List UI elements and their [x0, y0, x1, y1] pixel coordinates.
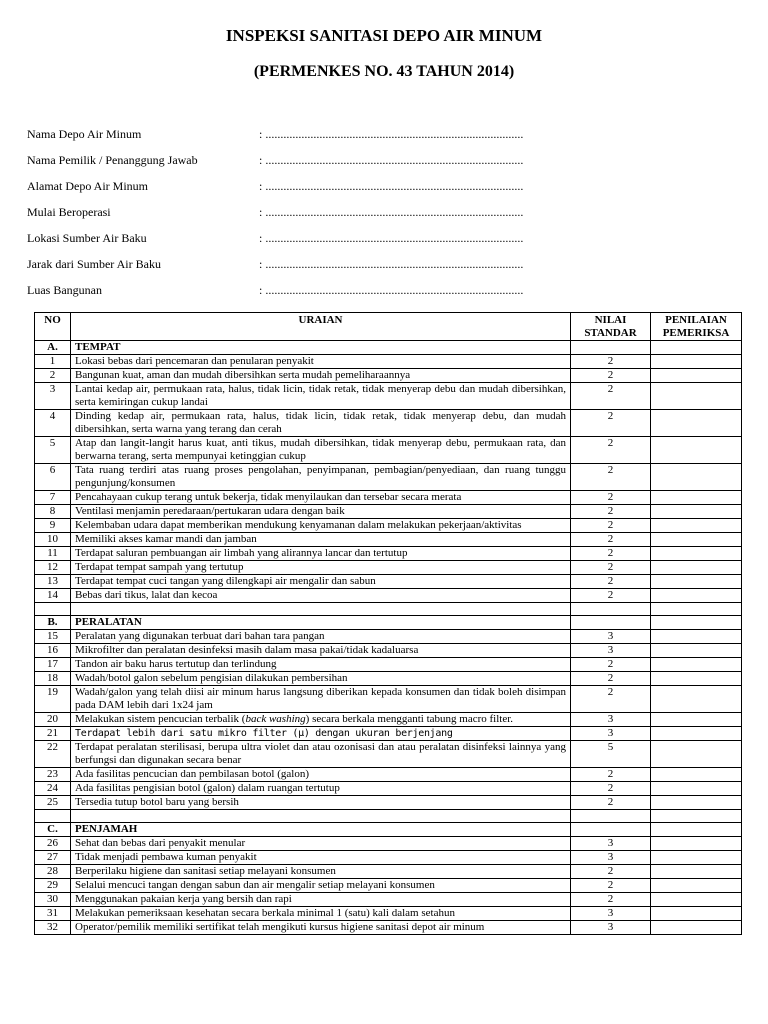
- penilaian-pemeriksa-cell[interactable]: [651, 383, 742, 410]
- table-row: [35, 505, 742, 519]
- table-row: [35, 369, 742, 383]
- penilaian-pemeriksa-cell[interactable]: [651, 410, 742, 437]
- identity-field-row: [27, 283, 747, 309]
- penilaian-pemeriksa-cell[interactable]: [651, 865, 742, 879]
- nilai-standar-value: 2: [571, 672, 651, 686]
- nilai-standar-value: 2: [571, 491, 651, 505]
- nilai-standar-value: 2: [571, 464, 651, 491]
- penilaian-pemeriksa-cell[interactable]: [651, 768, 742, 782]
- item-description: Atap dan langit-langit harus kuat, anti tikus, mudah dibersihkan, tidak menyerap debu, permukaan rata, dan berwarna terang, serta mempunyai ketinggian cukup: [71, 437, 571, 464]
- section-title: TEMPAT: [71, 341, 571, 355]
- penilaian-pemeriksa-cell[interactable]: [651, 672, 742, 686]
- table-row: [35, 851, 742, 865]
- field-label: Luas Bangunan: [27, 283, 102, 297]
- penilaian-pemeriksa-cell[interactable]: [651, 851, 742, 865]
- table-row: [35, 921, 742, 935]
- item-number: 28: [35, 865, 71, 879]
- nilai-standar-value: 2: [571, 410, 651, 437]
- field-label: Nama Pemilik / Penanggung Jawab: [27, 153, 198, 167]
- identity-field-row: [27, 179, 747, 205]
- nilai-standar-value: 2: [571, 369, 651, 383]
- item-number: 4: [35, 410, 71, 437]
- penilaian-pemeriksa-cell[interactable]: [651, 630, 742, 644]
- document-subtitle: (PERMENKES NO. 43 TAHUN 2014): [253, 63, 515, 80]
- nilai-standar-value: 3: [571, 921, 651, 935]
- document-title: INSPEKSI SANITASI DEPO AIR MINUM: [225, 26, 543, 45]
- item-description: Ventilasi menjamin peredaraan/pertukaran udara dengan baik: [71, 505, 571, 519]
- identity-field-row: [27, 231, 747, 257]
- penilaian-pemeriksa-cell[interactable]: [651, 505, 742, 519]
- field-value[interactable]: : ......................................................................................: [259, 257, 524, 271]
- identity-field-row: [27, 127, 747, 153]
- spacer-row: [35, 810, 742, 823]
- nilai-standar-value: 2: [571, 519, 651, 533]
- item-number: 5: [35, 437, 71, 464]
- item-description: Mikrofilter dan peralatan desinfeksi masih dalam masa pakai/tidak kadaluarsa: [71, 644, 571, 658]
- item-number: 11: [35, 547, 71, 561]
- header-penilaian-line2: PEMERIKSA: [662, 327, 730, 339]
- item-description: Melakukan pemeriksaan kesehatan secara berkala minimal 1 (satu) kali dalam setahun: [71, 907, 571, 921]
- penilaian-pemeriksa-cell[interactable]: [651, 561, 742, 575]
- penilaian-pemeriksa-cell[interactable]: [651, 519, 742, 533]
- inspection-table: [34, 312, 742, 935]
- penilaian-pemeriksa-cell[interactable]: [651, 491, 742, 505]
- item-number: 26: [35, 837, 71, 851]
- table-header-row: [35, 313, 742, 341]
- empty-cell: [571, 603, 651, 616]
- item-number: 25: [35, 796, 71, 810]
- table-row: [35, 713, 742, 727]
- empty-cell: [35, 810, 71, 823]
- table-row: [35, 491, 742, 505]
- field-label: Jarak dari Sumber Air Baku: [27, 257, 161, 271]
- empty-cell: [651, 616, 742, 630]
- section-header-row: [35, 341, 742, 355]
- item-description: Wadah/galon yang telah diisi air minum harus langsung diberikan kepada konsumen dan tidak boleh disimpan pada DAM lebih dari 1x24 jam: [71, 686, 571, 713]
- penilaian-pemeriksa-cell[interactable]: [651, 879, 742, 893]
- item-number: 10: [35, 533, 71, 547]
- section-code: C.: [35, 823, 71, 837]
- header-uraian: URAIAN: [71, 313, 571, 341]
- field-label: Mulai Beroperasi: [27, 205, 111, 219]
- item-number: 13: [35, 575, 71, 589]
- nilai-standar-value: 2: [571, 893, 651, 907]
- nilai-standar-value: 2: [571, 782, 651, 796]
- penilaian-pemeriksa-cell[interactable]: [651, 837, 742, 851]
- item-description: Tandon air baku harus tertutup dan terlindung: [71, 658, 571, 672]
- field-label: Nama Depo Air Minum: [27, 127, 142, 141]
- penilaian-pemeriksa-cell[interactable]: [651, 658, 742, 672]
- table-row: [35, 686, 742, 713]
- empty-cell: [651, 823, 742, 837]
- nilai-standar-value: 2: [571, 589, 651, 603]
- empty-cell: [571, 341, 651, 355]
- section-header-row: [35, 823, 742, 837]
- item-description-text: Melakukan sistem pencucian terbalik (: [75, 713, 246, 725]
- nilai-standar-value: 3: [571, 837, 651, 851]
- empty-cell: [571, 810, 651, 823]
- table-row: [35, 865, 742, 879]
- item-number: 23: [35, 768, 71, 782]
- item-description: Sehat dan bebas dari penyakit menular: [71, 837, 571, 851]
- header-nilai-standar: [571, 313, 651, 341]
- nilai-standar-value: 3: [571, 644, 651, 658]
- item-description: Terdapat peralatan sterilisasi, berupa ultra violet dan atau ozonisasi dan atau peralatan disinfeksi lainnya yang berfungsi dan digunakan secara benar: [71, 741, 571, 768]
- nilai-standar-value: 2: [571, 505, 651, 519]
- section-header-row: [35, 616, 742, 630]
- nilai-standar-value: 2: [571, 355, 651, 369]
- header-nilai-line2: STANDAR: [584, 327, 637, 339]
- table-row: [35, 561, 742, 575]
- nilai-standar-value: 2: [571, 561, 651, 575]
- nilai-standar-value: 2: [571, 383, 651, 410]
- section-title: PENJAMAH: [71, 823, 571, 837]
- empty-cell: [651, 603, 742, 616]
- nilai-standar-value: 2: [571, 575, 651, 589]
- item-description: Terdapat tempat sampah yang tertutup: [71, 561, 571, 575]
- empty-cell: [71, 603, 571, 616]
- nilai-standar-value: 2: [571, 865, 651, 879]
- table-row: [35, 907, 742, 921]
- identity-field-row: [27, 205, 747, 231]
- penilaian-pemeriksa-cell[interactable]: [651, 782, 742, 796]
- item-description: Pencahayaan cukup terang untuk bekerja, tidak menyilaukan dan tersebar secara merata: [71, 491, 571, 505]
- item-description-text: ) secara berkala mengganti tabung macro filter.: [305, 713, 514, 725]
- penilaian-pemeriksa-cell[interactable]: [651, 369, 742, 383]
- penilaian-pemeriksa-cell[interactable]: [651, 893, 742, 907]
- item-number: 12: [35, 561, 71, 575]
- penilaian-pemeriksa-cell[interactable]: [651, 575, 742, 589]
- item-description: Terdapat lebih dari satu mikro filter (μ) dengan ukuran berjenjang: [71, 727, 571, 741]
- item-description: Bangunan kuat, aman dan mudah dibersihkan serta mudah pemeliharaannya: [71, 369, 571, 383]
- item-description: Peralatan yang digunakan terbuat dari bahan tara pangan: [71, 630, 571, 644]
- header-penilaian-pemeriksa: [651, 313, 742, 341]
- item-number: 31: [35, 907, 71, 921]
- nilai-standar-value: 3: [571, 851, 651, 865]
- identity-field-row: [27, 153, 747, 179]
- table-row: [35, 383, 742, 410]
- penilaian-pemeriksa-cell[interactable]: [651, 713, 742, 727]
- item-number: 1: [35, 355, 71, 369]
- penilaian-pemeriksa-cell[interactable]: [651, 921, 742, 935]
- section-code: A.: [35, 341, 71, 355]
- item-number: 9: [35, 519, 71, 533]
- item-description: Operator/pemilik memiliki sertifikat telah mengikuti kursus higiene sanitasi depot air minum: [71, 921, 571, 935]
- item-description: Lantai kedap air, permukaan rata, halus, tidak licin, tidak retak, tidak menyerap debu dan mudah dibersihkan, serta kemiringan cukup landai: [71, 383, 571, 410]
- empty-cell: [571, 823, 651, 837]
- table-row: [35, 533, 742, 547]
- table-row: [35, 355, 742, 369]
- item-description: Berperilaku higiene dan sanitasi setiap melayani konsumen: [71, 865, 571, 879]
- nilai-standar-value: 2: [571, 547, 651, 561]
- spacer-row: [35, 603, 742, 616]
- penilaian-pemeriksa-cell[interactable]: [651, 727, 742, 741]
- nilai-standar-value: 3: [571, 907, 651, 921]
- item-description: Memiliki akses kamar mandi dan jamban: [71, 533, 571, 547]
- empty-cell: [35, 603, 71, 616]
- empty-cell: [651, 341, 742, 355]
- nilai-standar-value: 2: [571, 768, 651, 782]
- field-value[interactable]: : ......................................................................................: [259, 205, 524, 219]
- item-number: 19: [35, 686, 71, 713]
- nilai-standar-value: 2: [571, 533, 651, 547]
- item-description: [71, 713, 571, 727]
- item-number: 30: [35, 893, 71, 907]
- table-row: [35, 410, 742, 437]
- item-number: 20: [35, 713, 71, 727]
- empty-cell: [71, 810, 571, 823]
- item-number: 15: [35, 630, 71, 644]
- item-number: 14: [35, 589, 71, 603]
- table-row: [35, 658, 742, 672]
- item-number: 2: [35, 369, 71, 383]
- table-row: [35, 630, 742, 644]
- empty-cell: [651, 810, 742, 823]
- table-row: [35, 768, 742, 782]
- item-number: 7: [35, 491, 71, 505]
- penilaian-pemeriksa-cell[interactable]: [651, 547, 742, 561]
- item-description: Wadah/botol galon sebelum pengisian dilakukan pembersihan: [71, 672, 571, 686]
- field-value[interactable]: : ......................................................................................: [259, 153, 524, 167]
- item-number: 8: [35, 505, 71, 519]
- nilai-standar-value: 5: [571, 741, 651, 768]
- item-description: Tersedia tutup botol baru yang bersih: [71, 796, 571, 810]
- penilaian-pemeriksa-cell[interactable]: [651, 589, 742, 603]
- item-number: 32: [35, 921, 71, 935]
- table-row: [35, 589, 742, 603]
- nilai-standar-value: 2: [571, 796, 651, 810]
- item-description: Tidak menjadi pembawa kuman penyakit: [71, 851, 571, 865]
- table-row: [35, 727, 742, 741]
- identity-field-row: [27, 257, 747, 283]
- penilaian-pemeriksa-cell[interactable]: [651, 741, 742, 768]
- table-row: [35, 893, 742, 907]
- table-row: [35, 782, 742, 796]
- item-number: 17: [35, 658, 71, 672]
- field-value[interactable]: : ......................................................................................: [259, 127, 524, 141]
- penilaian-pemeriksa-cell[interactable]: [651, 533, 742, 547]
- header-no: NO: [35, 313, 71, 341]
- item-description: Menggunakan pakaian kerja yang bersih dan rapi: [71, 893, 571, 907]
- field-value[interactable]: : ......................................................................................: [259, 231, 524, 245]
- table-row: [35, 796, 742, 810]
- item-description: Lokasi bebas dari pencemaran dan penularan penyakit: [71, 355, 571, 369]
- field-label: Alamat Depo Air Minum: [27, 179, 148, 193]
- nilai-standar-value: 3: [571, 727, 651, 741]
- penilaian-pemeriksa-cell[interactable]: [651, 437, 742, 464]
- nilai-standar-value: 3: [571, 630, 651, 644]
- item-number: 6: [35, 464, 71, 491]
- item-number: 18: [35, 672, 71, 686]
- table-row: [35, 741, 742, 768]
- item-number: 3: [35, 383, 71, 410]
- penilaian-pemeriksa-cell[interactable]: [651, 355, 742, 369]
- nilai-standar-value: 2: [571, 879, 651, 893]
- item-description: Kelembaban udara dapat memberikan mendukung kenyamanan dalam melakukan pekerjaan/aktivitas: [71, 519, 571, 533]
- section-title: PERALATAN: [71, 616, 571, 630]
- empty-cell: [571, 616, 651, 630]
- field-value[interactable]: : ......................................................................................: [259, 283, 524, 297]
- item-description: Terdapat saluran pembuangan air limbah yang alirannya lancar dan tertutup: [71, 547, 571, 561]
- penilaian-pemeriksa-cell[interactable]: [651, 644, 742, 658]
- item-description: Bebas dari tikus, lalat dan kecoa: [71, 589, 571, 603]
- nilai-standar-value: 2: [571, 437, 651, 464]
- field-value[interactable]: : ......................................................................................: [259, 179, 524, 193]
- header-penilaian-line1: PENILAIAN: [665, 314, 727, 326]
- table-row: [35, 644, 742, 658]
- item-number: 29: [35, 879, 71, 893]
- identity-fields: [27, 127, 747, 309]
- item-number: 24: [35, 782, 71, 796]
- field-label: Lokasi Sumber Air Baku: [27, 231, 147, 245]
- item-number: 22: [35, 741, 71, 768]
- table-row: [35, 547, 742, 561]
- table-row: [35, 464, 742, 491]
- item-description: Ada fasilitas pengisian botol (galon) dalam ruangan tertutup: [71, 782, 571, 796]
- nilai-standar-value: 3: [571, 713, 651, 727]
- table-row: [35, 672, 742, 686]
- item-description-italic: back washing: [245, 713, 306, 725]
- nilai-standar-value: 2: [571, 686, 651, 713]
- item-description: Ada fasilitas pencucian dan pembilasan botol (galon): [71, 768, 571, 782]
- penilaian-pemeriksa-cell[interactable]: [651, 907, 742, 921]
- table-row: [35, 519, 742, 533]
- item-number: 16: [35, 644, 71, 658]
- penilaian-pemeriksa-cell[interactable]: [651, 686, 742, 713]
- header-nilai-line1: NILAI: [594, 314, 627, 326]
- table-row: [35, 879, 742, 893]
- item-number: 21: [35, 727, 71, 741]
- nilai-standar-value: 2: [571, 658, 651, 672]
- table-row: [35, 837, 742, 851]
- item-description: Terdapat tempat cuci tangan yang dilengkapi air mengalir dan sabun: [71, 575, 571, 589]
- item-number: 27: [35, 851, 71, 865]
- section-code: B.: [35, 616, 71, 630]
- item-description: Tata ruang terdiri atas ruang proses pengolahan, penyimpanan, pembagian/penyediaan, dan ruang tunggu pengunjung/konsumen: [71, 464, 571, 491]
- penilaian-pemeriksa-cell[interactable]: [651, 796, 742, 810]
- table-row: [35, 575, 742, 589]
- table-row: [35, 437, 742, 464]
- item-description: Selalui mencuci tangan dengan sabun dan air mengalir setiap melayani konsumen: [71, 879, 571, 893]
- penilaian-pemeriksa-cell[interactable]: [651, 464, 742, 491]
- item-description: Dinding kedap air, permukaan rata, halus, tidak licin, tidak retak, tidak menyerap debu, dan mudah dibersihkan, serta warna yang terang dan cerah: [71, 410, 571, 437]
